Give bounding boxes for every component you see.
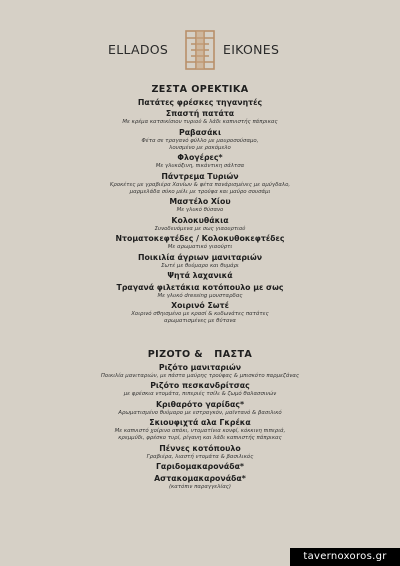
item-name: Αστακομακαρονάδα* <box>154 473 246 483</box>
logo-emblem-icon <box>182 28 218 72</box>
item-description: Συνοδευόμενα με σως γιαουρτιού <box>154 225 246 232</box>
item-description: Κροκέτες με γραβιέρα Χανίων & φέτα πανάρισμένες με αμύγδαλο, <box>109 181 291 188</box>
website-link[interactable]: tavernoxoros.gr <box>290 548 400 566</box>
item-description: Γραβιέρα, λιαστή ντομάτα & βασιλικός <box>146 453 254 460</box>
item-name: Πάντρεμα Τυριών <box>161 171 239 181</box>
item-name: Πέννες κοτόπουλο <box>159 443 241 453</box>
item-description: Με γλυκόξινη, πικάντικη σάλτσα <box>155 163 245 169</box>
menu-item <box>0 301 400 325</box>
menu-item <box>0 153 400 170</box>
item-description: μαρμελάδα σύκο μέλι με τρούφα και μαύρο σουσάμι <box>129 188 271 195</box>
menu-item <box>0 234 400 251</box>
item-name: Κριθαρότο γαρίδας* <box>155 399 245 409</box>
menu-item <box>0 109 400 126</box>
item-description: Χοιρινό σθηισμένο με κρασί & κυδωνάτες πατάτες <box>131 311 269 317</box>
item-description: Με κρέμα κατσικίσιου τυριού & λάδι καπνιστής πάπρικας <box>122 119 278 125</box>
item-description: Με γλυκό θύσανο <box>176 207 224 213</box>
menu-item <box>0 418 400 442</box>
menu-item <box>0 381 400 398</box>
item-name: Σκιουφιχτά αλα Γκρέκα <box>149 418 251 427</box>
menu-item <box>0 271 400 281</box>
item-description: (κατόπιν παραγγελίας) <box>168 483 232 490</box>
section-title: ΡΙΖΟΤΟ & ΠΑΣΤΑ <box>147 349 253 360</box>
section-title: ΖΕΣΤΑ ΟΡΕΚΤΙΚΑ <box>151 84 249 95</box>
item-description: Φέτα σε τραγανό φύλλο με μαυροσούσαμο, <box>141 137 259 144</box>
menu-item <box>0 253 400 270</box>
menu-item <box>0 400 400 417</box>
item-description: Σωτέ με θυύμαρο και θυμάρι <box>161 262 239 269</box>
item-name: Ντοματοκεφτέδες / Κολοκυθοκεφτέδες <box>115 234 285 243</box>
item-name: Ποικιλία άγριων μανιταριών <box>137 252 263 262</box>
menu-item <box>0 462 400 472</box>
menu-list <box>0 84 400 491</box>
menu-item <box>0 172 400 196</box>
item-name: Γαριδομακαρονάδα* <box>155 462 245 471</box>
item-name: Τραγανά φιλετάκια κοτόπουλο με σως <box>116 282 284 292</box>
section-spacer <box>0 325 400 349</box>
item-name: Σπαστή πατάτα <box>165 109 235 118</box>
section-hot-appetizers <box>0 84 400 325</box>
menu-item <box>0 363 400 380</box>
brand-right-text: EIKONES <box>223 42 280 57</box>
menu-item <box>0 474 400 491</box>
section-risotto-pasta <box>0 349 400 491</box>
item-description: Με αρωματικό γιαούρτι <box>167 244 233 250</box>
item-description: Με καπνιστό χοίρινο απάκι, ντοματίνια κονφί, κόκκινη πιπεριά, <box>114 428 286 434</box>
item-description: αρωματισμένες με θύτανα <box>164 318 236 324</box>
item-description: λουσμένο με ρακόμελο <box>169 144 231 151</box>
menu-item <box>0 283 400 300</box>
menu-item <box>0 128 400 152</box>
menu-item <box>0 98 400 108</box>
item-description: κρεμμύδι, φρέσκο τυρί, ρίγανη και λάδι καπνιστής πάπρικας <box>118 435 282 441</box>
item-description: Ποικιλία μανιταριών, με πάστα μαύρης τρούφας & μπισκότο παρμεζάνας <box>100 372 300 379</box>
item-name: Πατάτες φρέσκες τηγανητές <box>137 97 263 107</box>
item-name: Ριζότο μανιταριών <box>158 362 242 372</box>
item-name: Κολοκυθάκια <box>171 215 229 225</box>
menu-item <box>0 216 400 233</box>
item-description: με φρέσκια ντομάτα, πιπεριές τσίλι & ζωμό θαλασσινών <box>123 391 277 397</box>
item-name: Μαστέλο Χίου <box>169 197 231 206</box>
item-name: Χοιρινό Σωτέ <box>171 301 229 310</box>
item-description: Με γλυκό dressing μουσταρδας <box>157 292 243 299</box>
menu-item <box>0 444 400 461</box>
brand-left-text: ELLADOS <box>108 42 169 57</box>
item-description: Αρωματισμένο θυύμαρο με εστραγκόν, μαϊντανό & βασιλικό <box>118 409 282 416</box>
item-name: Ψητά λαχανικά <box>167 271 233 280</box>
logo <box>0 28 400 72</box>
item-name: Ραβασάκι <box>178 127 221 137</box>
menu-item <box>0 197 400 214</box>
item-name: Ριζότο πεσκανδρίτσας <box>150 381 250 390</box>
item-name: Φλογέρες* <box>177 153 223 162</box>
